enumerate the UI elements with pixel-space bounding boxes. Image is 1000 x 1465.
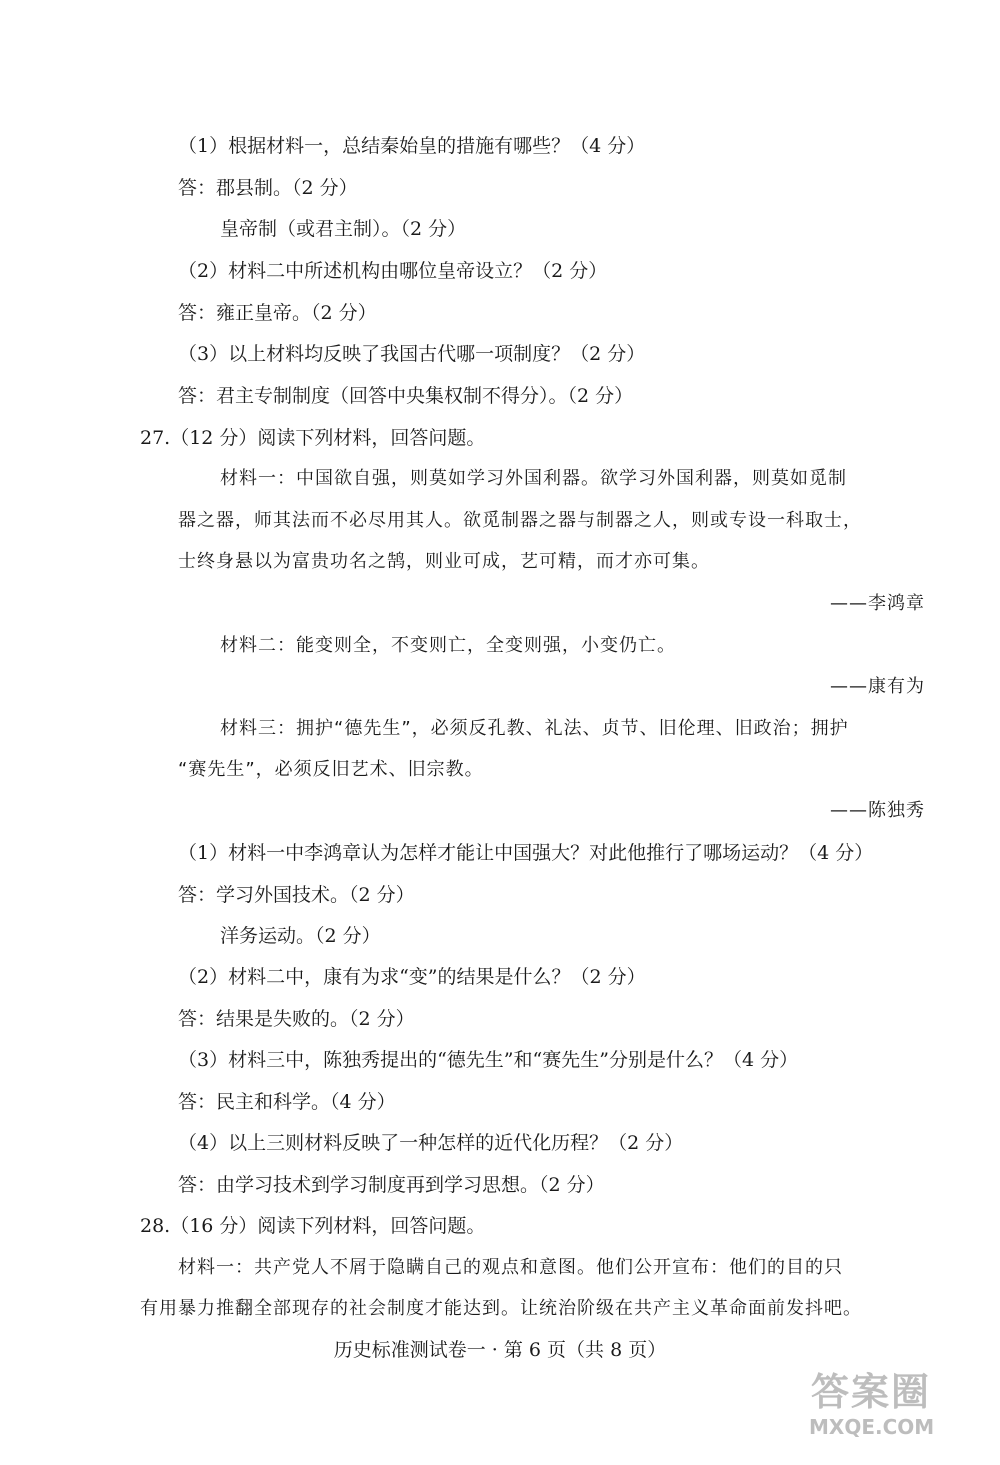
q26-part2-answer: 答：雍正皇帝。（2 分）: [178, 302, 377, 324]
q27-material3-line1: 材料三：拥护“德先生”，必须反孔教、礼法、贞节、旧伦理、旧政治；拥护: [220, 718, 849, 739]
watermark-text: 答案圈: [811, 1370, 932, 1414]
q27-part2-question: （2）材料二中，康有为求“变”的结果是什么？（2 分）: [178, 966, 646, 988]
q28-material1-line2: 有用暴力推翻全部现存的社会制度才能达到。让统治阶级在共产主义革命面前发抖吧。: [140, 1298, 862, 1319]
q27-part4-question: （4）以上三则材料反映了一种怎样的近代化历程？（2 分）: [178, 1132, 684, 1154]
q27-material3-line2: “赛先生”，必须反旧艺术、旧宗教。: [178, 759, 484, 780]
q27-part2-answer: 答：结果是失败的。（2 分）: [178, 1008, 415, 1030]
watermark-logo: [805, 1359, 980, 1447]
q27-material2: 材料二：能变则全，不变则亡，全变则强，小变仍亡。: [220, 635, 676, 656]
q26-part3-answer: 答：君主专制制度（回答中央集权制不得分）。（2 分）: [178, 385, 634, 407]
page-footer: 历史标准测试卷一 · 第 6 页（共 8 页）: [333, 1339, 667, 1361]
q27-material1-line3: 士终身悬以为富贵功名之鹄，则业可成，艺可精，而才亦可集。: [178, 551, 710, 572]
q27-material2-source: ——康有为: [830, 676, 925, 697]
q27-part3-answer: 答：民主和科学。（4 分）: [178, 1091, 396, 1113]
q26-part2-question: （2）材料二中所述机构由哪位皇帝设立？（2 分）: [178, 260, 608, 282]
q28-header: 28.（16 分）阅读下列材料，回答问题。: [140, 1215, 486, 1237]
q26-part1-question: （1）根据材料一，总结秦始皇的措施有哪些？（4 分）: [178, 135, 646, 157]
q27-material1-line1: 材料一：中国欲自强，则莫如学习外国利器。欲学习外国利器，则莫如觅制: [220, 468, 847, 489]
q27-material3-source: ——陈独秀: [830, 800, 925, 821]
q27-material1-source: ——李鸿章: [830, 593, 925, 614]
q26-part3-question: （3）以上材料均反映了我国古代哪一项制度？（2 分）: [178, 343, 646, 365]
q27-part3-question: （3）材料三中，陈独秀提出的“德先生”和“赛先生”分别是什么？（4 分）: [178, 1049, 799, 1071]
q28-material1-line1: 材料一：共产党人不屑于隐瞒自己的观点和意图。他们公开宣布：他们的目的只: [178, 1257, 843, 1278]
q27-part1-question: （1）材料一中李鸿章认为怎样才能让中国强大？对此他推行了哪场运动？（4 分）: [178, 842, 874, 864]
q26-part1-answer-2: 皇帝制（或君主制）。（2 分）: [220, 218, 467, 240]
q26-part1-answer-1: 答：郡县制。（2 分）: [178, 177, 358, 199]
q27-part1-answer-2: 洋务运动。（2 分）: [220, 925, 381, 947]
q27-material1-line2: 器之器，师其法而不必尽用其人。欲觅制器之器与制器之人，则或专设一科取士，: [178, 510, 862, 531]
watermark-url: MXQE.COM: [809, 1415, 935, 1439]
q27-part4-answer: 答：由学习技术到学习制度再到学习思想。（2 分）: [178, 1174, 605, 1196]
q27-part1-answer-1: 答：学习外国技术。（2 分）: [178, 884, 415, 906]
q27-header: 27.（12 分）阅读下列材料，回答问题。: [140, 427, 486, 449]
